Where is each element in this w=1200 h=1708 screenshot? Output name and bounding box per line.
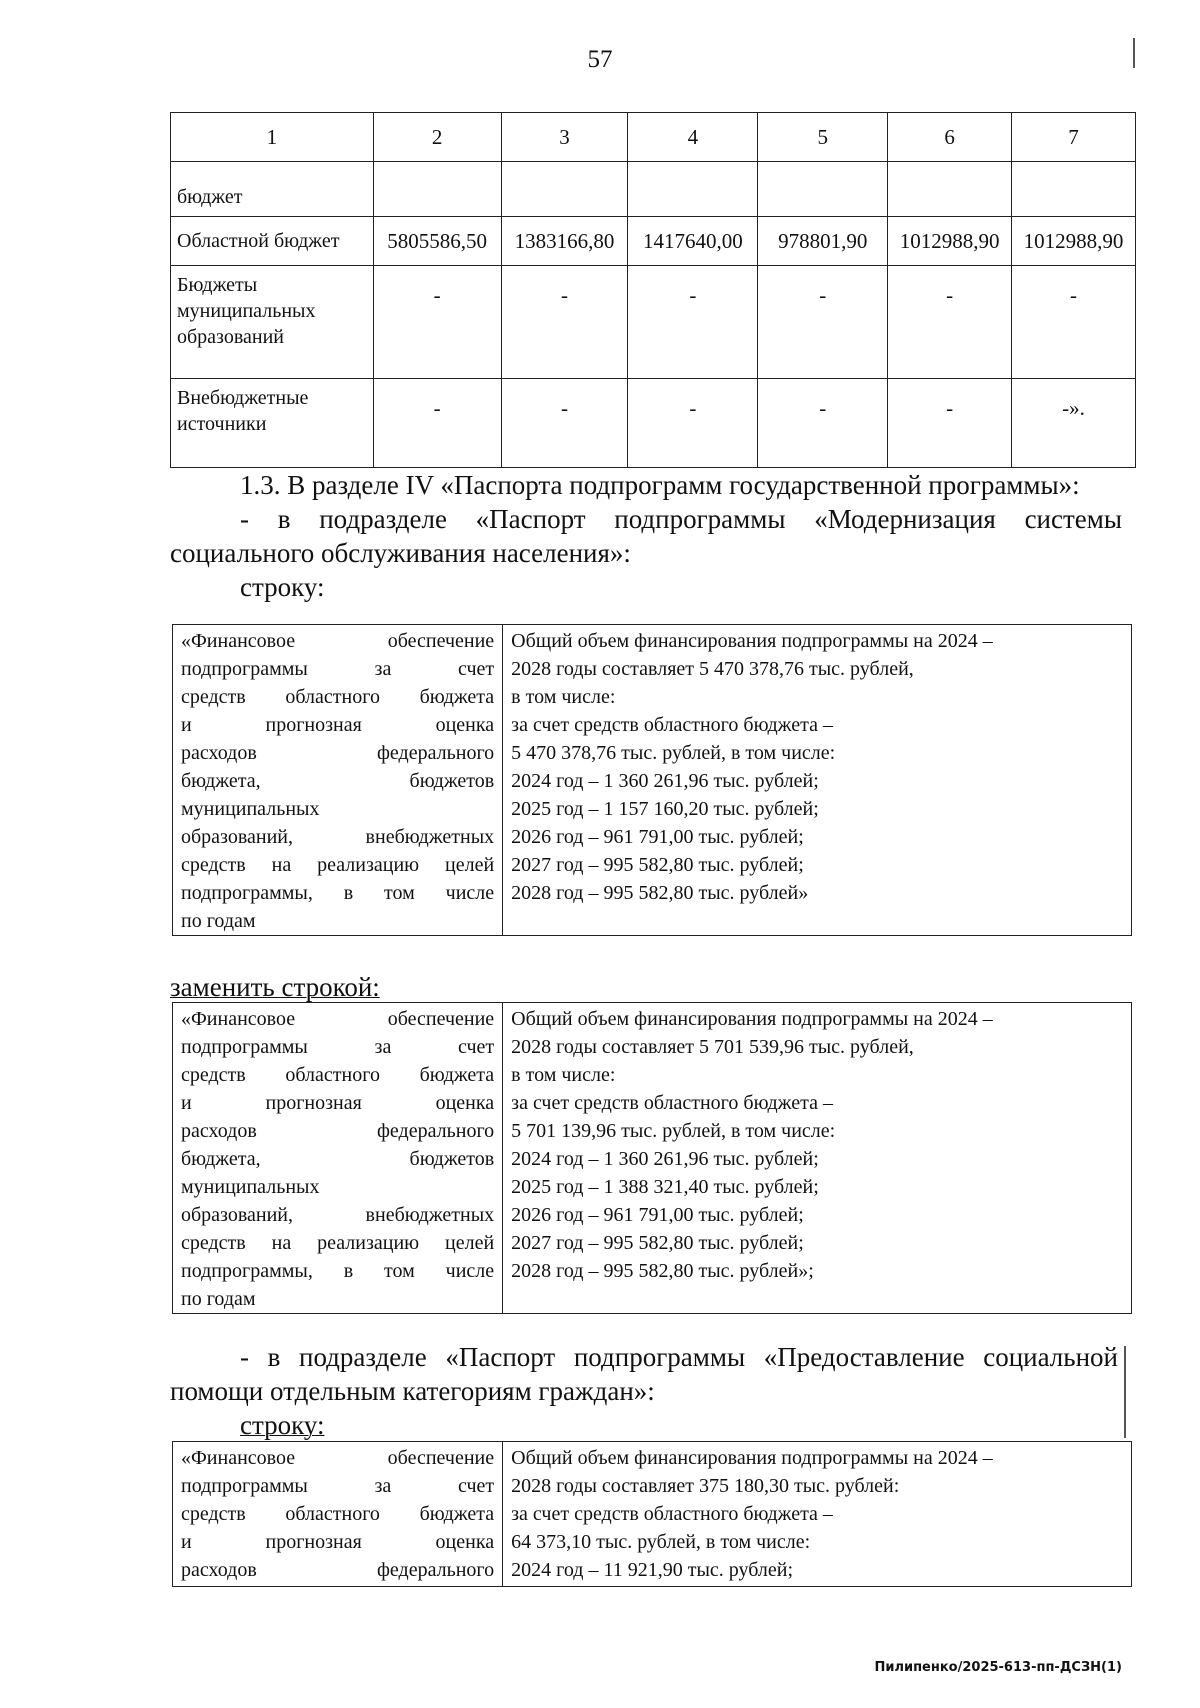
table-cell: - bbox=[888, 266, 1012, 379]
financing-value-cell bbox=[503, 625, 1132, 936]
table-cell: - bbox=[501, 379, 628, 468]
subsection-1-line-2: социального обслуживания населения»: bbox=[170, 538, 631, 568]
value-line: Общий объем финансирования подпрограммы на 2024 – bbox=[511, 1008, 993, 1030]
label-line: подпрограммы, в том числе bbox=[181, 882, 495, 904]
table-cell: 5805586,50 bbox=[373, 217, 501, 266]
label-line: средств на реализацию целей bbox=[181, 854, 495, 876]
value-line: 2026 год – 961 791,00 тыс. рублей; bbox=[511, 826, 804, 848]
value-line: 2027 год – 995 582,80 тыс. рублей; bbox=[511, 854, 804, 876]
table-row bbox=[173, 625, 1132, 936]
label-line: муниципальных bbox=[181, 798, 320, 820]
label-line: средств областного бюджета bbox=[181, 1064, 495, 1086]
row-label-line: источники bbox=[177, 413, 267, 435]
financing-value-cell bbox=[503, 1003, 1132, 1314]
label-line: бюджета, бюджетов bbox=[181, 770, 495, 792]
label-line: расходов федерального bbox=[181, 742, 495, 764]
value-line: 2027 год – 995 582,80 тыс. рублей; bbox=[511, 1232, 804, 1254]
financing-value-cell bbox=[503, 1442, 1132, 1587]
document-footer-id: Пилипенко/2025-613-пп-ДСЗН(1) bbox=[874, 1660, 1122, 1675]
row-label-line: Внебюджетные bbox=[177, 387, 309, 409]
label-line: и прогнозная оценка bbox=[181, 1092, 495, 1114]
label-line: средств областного бюджета bbox=[181, 1503, 495, 1525]
table-cell bbox=[758, 162, 888, 217]
value-line: 2028 годы составляет 5 470 378,76 тыс. рублей, bbox=[511, 658, 914, 680]
row-label: бюджет bbox=[171, 162, 374, 217]
header-cell: 4 bbox=[628, 113, 758, 162]
row-label bbox=[171, 379, 374, 468]
row-label-text-2: строку: bbox=[240, 1410, 325, 1440]
value-line: 2025 год – 1 388 321,40 тыс. рублей; bbox=[511, 1176, 819, 1198]
table-cell: - bbox=[888, 379, 1012, 468]
label-line: образований, внебюджетных bbox=[181, 826, 495, 848]
scan-artifact-mark bbox=[1124, 1346, 1126, 1438]
financing-table-third bbox=[172, 1441, 1132, 1587]
table-row bbox=[171, 162, 1136, 217]
section-heading: 1.3. В разделе IV «Паспорта подпрограмм государственной программы»: bbox=[240, 470, 1080, 500]
label-line: и прогнозная оценка bbox=[181, 714, 495, 736]
value-line: 2028 год – 995 582,80 тыс. рублей»; bbox=[511, 1260, 814, 1282]
table-cell: - bbox=[373, 266, 501, 379]
row-label: Областной бюджет bbox=[171, 217, 374, 266]
row-label-line: образований bbox=[177, 326, 285, 348]
value-line: 5 701 139,96 тыс. рублей, в том числе: bbox=[511, 1120, 836, 1142]
value-line: 5 470 378,76 тыс. рублей, в том числе: bbox=[511, 742, 836, 764]
table-row bbox=[171, 266, 1136, 379]
header-cell: 6 bbox=[888, 113, 1012, 162]
value-line: 2026 год – 961 791,00 тыс. рублей; bbox=[511, 1204, 804, 1226]
value-line: 2025 год – 1 157 160,20 тыс. рублей; bbox=[511, 798, 819, 820]
label-line: подпрограммы за счет bbox=[181, 1036, 495, 1058]
subsection-1-line-1: - в подразделе «Паспорт подпрограммы «Модернизация системы bbox=[240, 504, 1122, 534]
table-cell: 1012988,90 bbox=[1012, 217, 1136, 266]
financing-table-old bbox=[172, 624, 1132, 936]
table-cell: 1417640,00 bbox=[628, 217, 758, 266]
label-line: бюджета, бюджетов bbox=[181, 1148, 495, 1170]
table-cell: -». bbox=[1012, 379, 1136, 468]
table-cell bbox=[628, 162, 758, 217]
subsection-2-line-1: - в подразделе «Паспорт подпрограммы «Предоставление социальной bbox=[240, 1342, 1118, 1372]
row-label-text: строку: bbox=[240, 572, 325, 602]
value-line: Общий объем финансирования подпрограммы на 2024 – bbox=[511, 630, 993, 652]
label-line: «Финансовое обеспечение bbox=[181, 1447, 495, 1469]
table-cell: 1383166,80 bbox=[501, 217, 628, 266]
label-line: подпрограммы, в том числе bbox=[181, 1260, 495, 1282]
value-line: за счет средств областного бюджета – bbox=[511, 1092, 833, 1114]
table-cell: - bbox=[373, 379, 501, 468]
replace-label-text: заменить строкой: bbox=[170, 972, 380, 1002]
value-line: 2028 год – 995 582,80 тыс. рублей» bbox=[511, 882, 809, 904]
table-cell bbox=[1012, 162, 1136, 217]
value-line: Общий объем финансирования подпрограммы на 2024 – bbox=[511, 1447, 993, 1469]
table-cell bbox=[373, 162, 501, 217]
header-cell: 3 bbox=[501, 113, 628, 162]
table-row bbox=[171, 379, 1136, 468]
table-cell: - bbox=[758, 266, 888, 379]
label-line: и прогнозная оценка bbox=[181, 1531, 495, 1553]
table-row bbox=[171, 217, 1136, 266]
scan-artifact-mark bbox=[1133, 38, 1135, 68]
label-line: образований, внебюджетных bbox=[181, 1204, 495, 1226]
label-line: по годам bbox=[181, 1288, 256, 1310]
table-header-row bbox=[171, 113, 1136, 162]
header-cell: 1 bbox=[171, 113, 374, 162]
financing-label-cell bbox=[173, 1442, 503, 1587]
label-line: по годам bbox=[181, 910, 256, 932]
label-line: подпрограммы за счет bbox=[181, 1475, 495, 1497]
value-line: 64 373,10 тыс. рублей, в том числе: bbox=[511, 1531, 811, 1553]
table-cell: - bbox=[1012, 266, 1136, 379]
label-line: расходов федерального bbox=[181, 1559, 495, 1581]
financing-label-cell bbox=[173, 625, 503, 936]
table-cell: 1012988,90 bbox=[888, 217, 1012, 266]
value-line: 2024 год – 1 360 261,96 тыс. рублей; bbox=[511, 1148, 819, 1170]
label-line: «Финансовое обеспечение bbox=[181, 630, 495, 652]
table-cell bbox=[888, 162, 1012, 217]
table-cell bbox=[501, 162, 628, 217]
subsection-2-line-2: помощи отдельным категориям граждан»: bbox=[170, 1376, 655, 1406]
table-cell: - bbox=[628, 266, 758, 379]
value-line: за счет средств областного бюджета – bbox=[511, 1503, 833, 1525]
header-cell: 7 bbox=[1012, 113, 1136, 162]
label-line: муниципальных bbox=[181, 1176, 320, 1198]
label-line: подпрограммы за счет bbox=[181, 658, 495, 680]
financing-label-cell bbox=[173, 1003, 503, 1314]
table-cell: 978801,90 bbox=[758, 217, 888, 266]
row-label-line: Бюджеты bbox=[177, 274, 258, 296]
value-line: за счет средств областного бюджета – bbox=[511, 714, 833, 736]
table-cell: - bbox=[501, 266, 628, 379]
label-line: «Финансовое обеспечение bbox=[181, 1008, 495, 1030]
value-line: 2024 год – 1 360 261,96 тыс. рублей; bbox=[511, 770, 819, 792]
budget-table bbox=[170, 112, 1136, 468]
row-label bbox=[171, 266, 374, 379]
financing-table-new bbox=[172, 1002, 1132, 1314]
label-line: расходов федерального bbox=[181, 1120, 495, 1142]
table-cell: - bbox=[628, 379, 758, 468]
row-label-line: муниципальных bbox=[177, 300, 316, 322]
page-number: 57 bbox=[587, 46, 613, 73]
header-cell: 5 bbox=[758, 113, 888, 162]
table-cell: - bbox=[758, 379, 888, 468]
label-line: средств областного бюджета bbox=[181, 686, 495, 708]
table-row bbox=[173, 1003, 1132, 1314]
value-line: 2028 годы составляет 375 180,30 тыс. рублей: bbox=[511, 1475, 900, 1497]
value-line: в том числе: bbox=[511, 1064, 616, 1086]
value-line: 2024 год – 11 921,90 тыс. рублей; bbox=[511, 1559, 794, 1581]
value-line: в том числе: bbox=[511, 686, 616, 708]
label-line: средств на реализацию целей bbox=[181, 1232, 495, 1254]
header-cell: 2 bbox=[373, 113, 501, 162]
value-line: 2028 годы составляет 5 701 539,96 тыс. рублей, bbox=[511, 1036, 914, 1058]
table-row bbox=[173, 1442, 1132, 1587]
